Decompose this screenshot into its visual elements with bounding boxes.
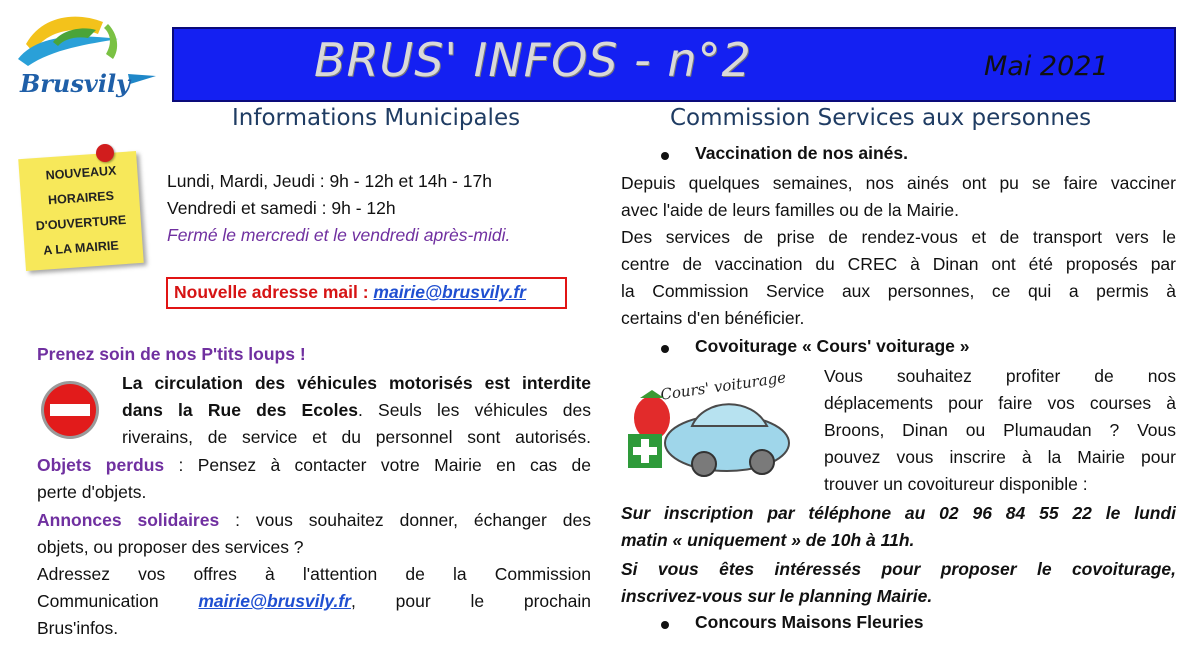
- adressez-email-link[interactable]: mairie@brusvily.fr: [198, 591, 351, 611]
- annonces-line-1: [37, 507, 591, 534]
- covoit-line-1: Vous souhaitez profiter de nos: [824, 366, 1176, 386]
- header-banner: [172, 27, 1176, 102]
- loups-title: Prenez soin de nos P'tits loups !: [37, 344, 306, 364]
- covoit-line-5: trouver un covoitureur disponible :: [824, 474, 1088, 494]
- loups-line-2-rest: . Seuls les véhicules des: [357, 400, 591, 420]
- issue-date: Mai 2021: [984, 51, 1109, 82]
- newsletter-title: BRUS' INFOS - n°2: [314, 33, 752, 87]
- adressez-line-2: [37, 588, 591, 615]
- inscription-line-2: matin « uniquement » de 10h à 11h.: [621, 530, 915, 550]
- inscription-line-3: Si vous êtes intéressés pour proposer le covoiturage,: [621, 559, 1176, 579]
- vaccination-title: Vaccination de nos ainés.: [695, 143, 908, 163]
- vacc-line-1: Depuis quelques semaines, nos ainés ont pu se faire vacciner: [621, 173, 1176, 193]
- objets-perdus-text: : Pensez à contacter votre Mairie en cas de: [164, 455, 591, 475]
- note-line-1: NOUVEAUX: [45, 163, 117, 183]
- cours-voiturage-logo: [622, 368, 812, 480]
- inscription-line-4: inscrivez-vous sur le planning Mairie.: [621, 586, 933, 606]
- concours-title: Concours Maisons Fleuries: [695, 612, 924, 632]
- loups-line-3: riverains, de service et du personnel sont autorisés.: [122, 427, 591, 447]
- annonces-label: Annonces solidaires: [37, 510, 220, 530]
- note-line-4: A LA MAIRIE: [42, 238, 120, 258]
- new-email-box: [166, 277, 567, 309]
- vacc-line-4: centre de vaccination du CREC à Dinan ont été proposés par: [621, 254, 1176, 274]
- heading-informations-municipales: Informations Municipales: [232, 105, 521, 131]
- closed-note: Fermé le mercredi et le vendredi après-midi.: [167, 225, 511, 245]
- svg-text:Cours' voiturage: Cours' voiturage: [659, 368, 788, 404]
- vacc-line-5: la Commission Service aux personnes, ce qui a permis à: [621, 281, 1176, 301]
- covoit-line-4: pouvez vous inscrire à la Mairie pour: [824, 447, 1176, 467]
- loups-line-1: La circulation des véhicules motorisés est interdite: [122, 373, 591, 393]
- push-pin-icon: [96, 144, 114, 162]
- note-line-2: HORAIRES: [47, 188, 115, 208]
- adressez-line-2-rest: , pour le prochain: [350, 591, 591, 611]
- vacc-line-2: avec l'aide de leurs familles ou de la Mairie.: [621, 200, 959, 220]
- annonces-line-2: objets, ou proposer des services ?: [37, 537, 304, 557]
- mairie-email-link[interactable]: mairie@brusvily.fr: [373, 282, 526, 302]
- adressez-line-3: Brus'infos.: [37, 618, 119, 638]
- bullet-icon: [661, 345, 669, 353]
- loups-line-2: [122, 397, 591, 424]
- hours-line-1: Lundi, Mardi, Jeudi : 9h - 12h et 14h - 17h: [167, 171, 492, 191]
- objets-perdus-label: Objets perdus: [37, 455, 165, 475]
- annonces-text: : vous souhaitez donner, échanger des: [219, 510, 591, 530]
- objets-perdus-line-2: perte d'objets.: [37, 482, 147, 502]
- hours-line-2: Vendredi et samedi : 9h - 12h: [167, 198, 396, 218]
- vacc-line-6: certains d'en bénéficier.: [621, 308, 805, 328]
- bullet-icon: [661, 621, 669, 629]
- new-email-label: Nouvelle adresse mail :: [174, 282, 374, 302]
- svg-text:Brusvily: Brusvily: [20, 69, 131, 98]
- objets-perdus-line-1: [37, 452, 591, 479]
- no-entry-sign-icon: [40, 380, 100, 440]
- covoiturage-title: Covoiturage « Cours' voiturage »: [695, 336, 970, 356]
- inscription-line-1: Sur inscription par téléphone au 02 96 84 55 22 le lundi: [621, 503, 1176, 523]
- note-line-3: D'OUVERTURE: [35, 212, 127, 234]
- adressez-communication: Communication: [37, 591, 159, 611]
- adressez-line-1: Adressez vos offres à l'attention de la Commission: [37, 564, 591, 584]
- covoit-line-2: déplacements pour faire vos courses à: [824, 393, 1176, 413]
- vacc-line-3: Des services de prise de rendez-vous et de transport vers le: [621, 227, 1176, 247]
- rue-des-ecoles: dans la Rue des Ecoles: [122, 400, 358, 420]
- heading-commission-services: Commission Services aux personnes: [670, 105, 1092, 131]
- brusvily-logo: [8, 4, 158, 104]
- covoit-line-3: Broons, Dinan ou Plumaudan ? Vous: [824, 420, 1176, 440]
- bullet-icon: [661, 152, 669, 160]
